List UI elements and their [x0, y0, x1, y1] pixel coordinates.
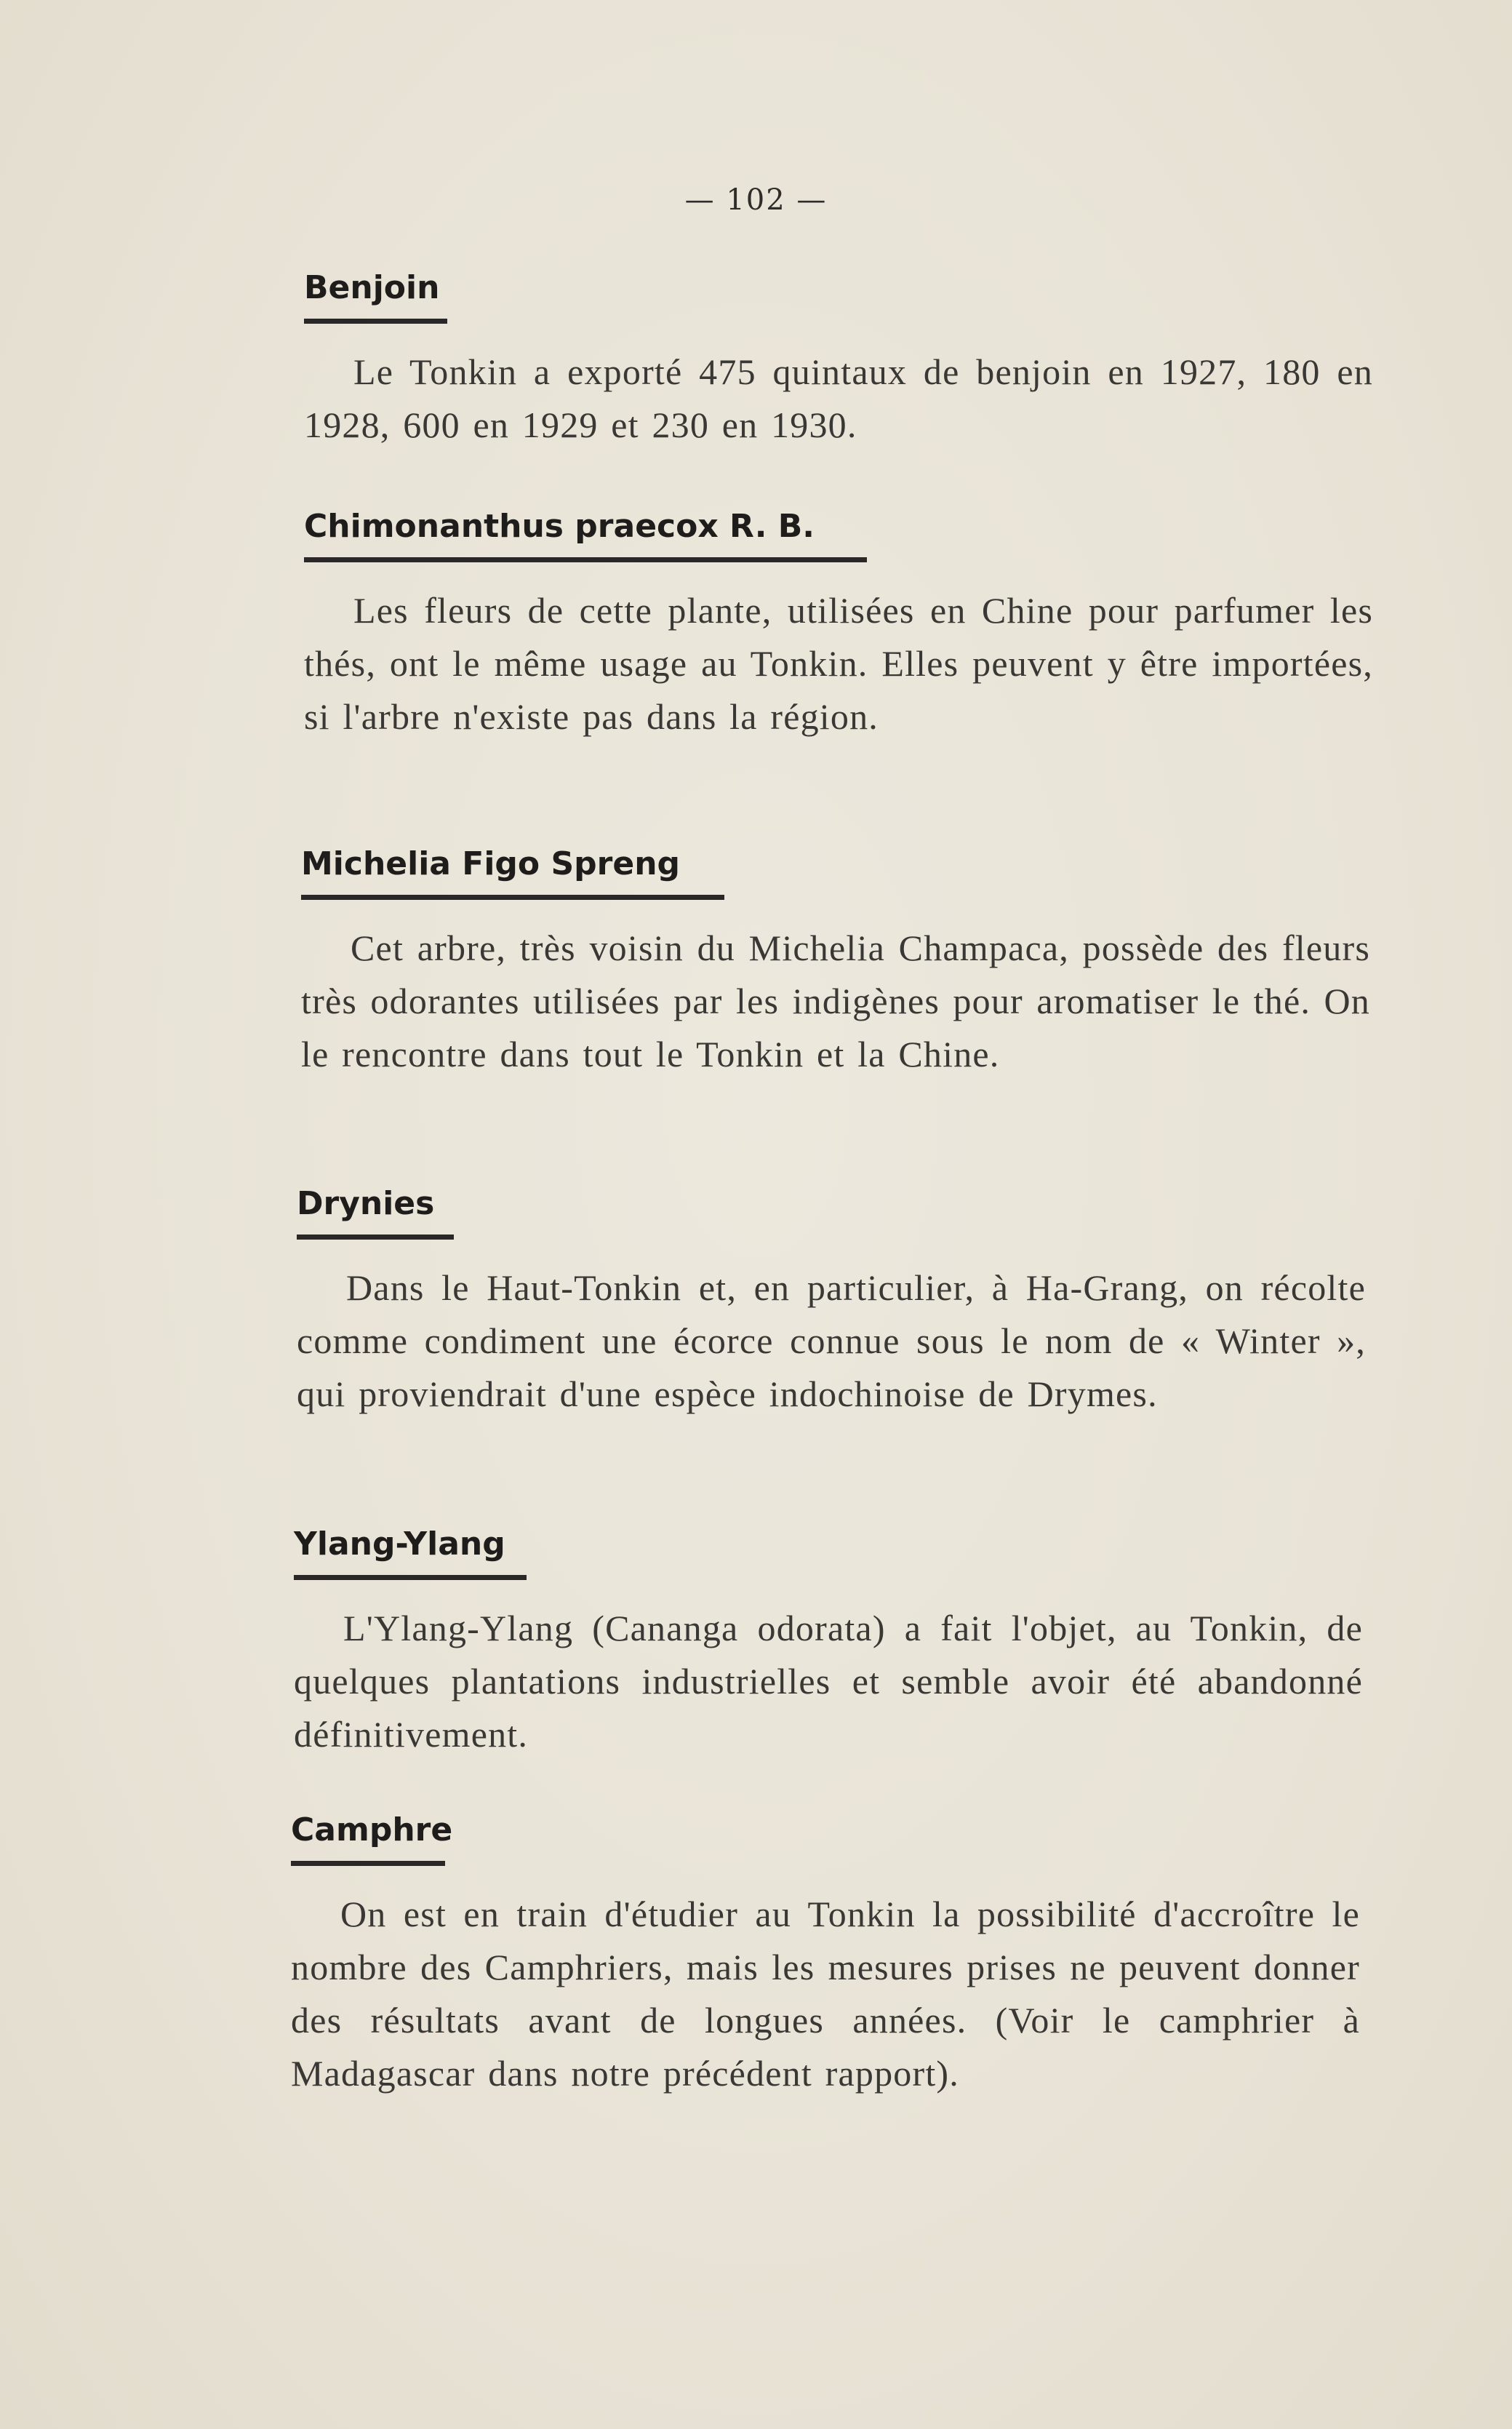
section-paragraph: Le Tonkin a exporté 475 quintaux de benjoin en 1927, 180 en 1928, 600 en 1929 et 230 en 1930. [304, 351, 1373, 445]
page-number: — 102 — [684, 183, 828, 217]
heading-underline [294, 1575, 527, 1580]
heading-underline [297, 1235, 454, 1240]
section-paragraph: Les fleurs de cette plante, utilisées en Chine pour parfumer les thés, ont le même usage au Tonkin. Elles peuvent y être importées, si l'arbre n'existe pas dans la région. [304, 590, 1373, 737]
section-michelia [301, 844, 1370, 1081]
section-heading: Ylang-Ylang [294, 1525, 505, 1563]
heading-underline [304, 557, 867, 562]
section-paragraph: Dans le Haut-Tonkin et, en particulier, à Ha-Grang, on récolte comme condiment une écorce connue sous le nom de « Winter », qui proviendrait d'une espèce indochinoise de Drymes. [297, 1267, 1366, 1414]
heading-underline [291, 1861, 445, 1866]
section-drynies [297, 1184, 1366, 1421]
heading-underline [304, 319, 447, 324]
section-heading: Drynies [297, 1185, 435, 1222]
section-paragraph: L'Ylang-Ylang (Cananga odorata) a fait l'objet, au Tonkin, de quelques plantations industrielles et semble avoir été abandonné définitivement. [294, 1608, 1363, 1755]
section-paragraph: On est en train d'étudier au Tonkin la possibilité d'accroître le nombre des Camphriers, mais les mesures prises ne peuvent donner des résultats avant de longues années. (Voir le camphrier à Madagascar dans notre précédent rapport). [291, 1894, 1360, 2094]
section-heading: Chimonanthus praecox R. B. [304, 508, 815, 545]
section-chimonanthus [304, 506, 1373, 743]
section-paragraph: Cet arbre, très voisin du Michelia Champaca, possède des fleurs très odorantes utilisées par les indigènes pour aromatiser le thé. On le rencontre dans tout le Tonkin et la Chine. [301, 928, 1370, 1074]
section-ylang-ylang [294, 1524, 1363, 1761]
section-heading: Camphre [291, 1811, 453, 1848]
section-heading: Benjoin [304, 269, 440, 306]
heading-underline [301, 895, 724, 900]
section-heading: Michelia Figo Spreng [301, 845, 681, 882]
section-camphre [291, 1810, 1360, 2100]
section-benjoin [304, 268, 1373, 452]
